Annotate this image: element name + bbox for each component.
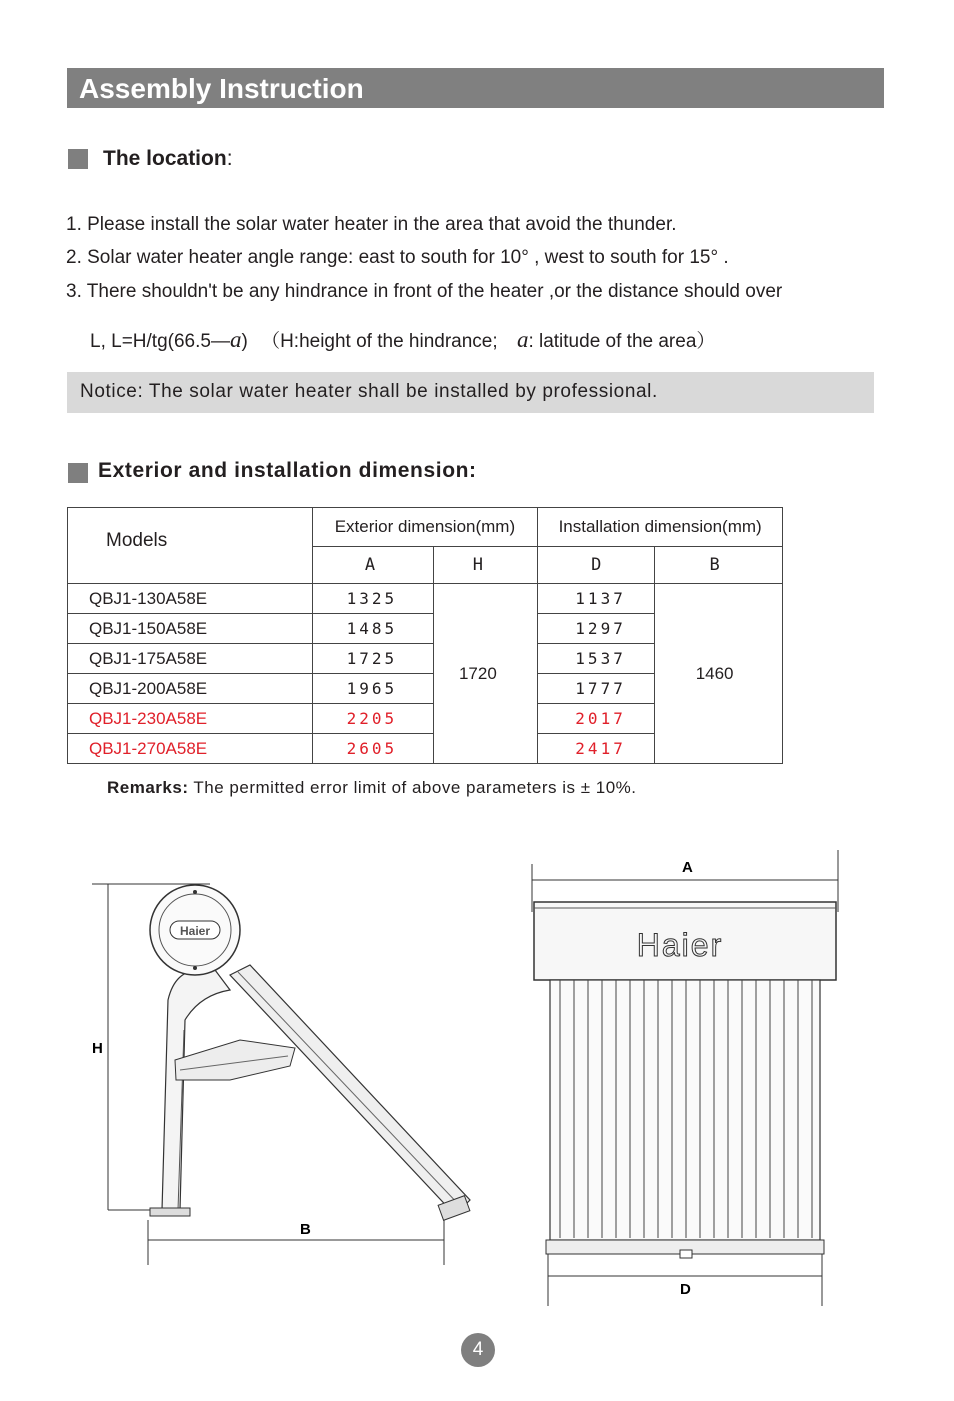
a-cell: 1325 [312,584,434,614]
remarks-label: Remarks: [107,778,189,797]
formula-note-end: : latitude of the area） [528,331,716,352]
dimension-table [67,507,783,764]
dimension-heading: Exterior and installation dimension: [98,459,477,482]
location-heading-text: The location [103,147,227,170]
d-cell: 1777 [538,674,655,704]
d-cell: 1297 [538,614,655,644]
brand-logo-small: Haier [179,924,211,938]
table-row [68,584,783,614]
formula-alpha-2: a [516,327,529,352]
label-h: H [92,1040,103,1057]
model-cell: QBJ1-175A58E [68,644,313,674]
installation-header: Installation dimension(mm) [538,508,783,547]
location-heading [103,147,233,171]
h-value-cell: 1720 [434,584,538,764]
b-value-cell: 1460 [655,584,783,764]
formula-alpha: a [229,327,242,352]
a-cell: 1485 [312,614,434,644]
notice-box [67,372,874,413]
location-heading-colon: : [226,147,233,170]
a-cell: 2205 [312,704,434,734]
d-cell: 2417 [538,734,655,764]
col-a-header: A [312,547,434,584]
col-h-header: H [434,547,538,584]
a-cell: 2605 [312,734,434,764]
model-cell: QBJ1-270A58E [68,734,313,764]
side-view-diagram [80,870,500,1280]
model-cell: QBJ1-150A58E [68,614,313,644]
remarks [107,778,637,798]
location-item-3: 3. There shouldn't be any hindrance in front of the heater ,or the distance should over [66,281,783,302]
a-cell: 1965 [312,674,434,704]
d-cell: 2017 [538,704,655,734]
label-d: D [680,1281,691,1298]
formula-note: （H:height of the hindrance; [261,331,498,352]
brand-logo-large: Haier [636,927,724,963]
exterior-header: Exterior dimension(mm) [312,508,538,547]
bullet-square [68,463,88,483]
formula-prefix: L, L=H/tg(66.5— [90,331,230,352]
front-view-diagram [520,850,850,1310]
formula-close: ) [241,331,248,352]
page-title: Assembly Instruction [79,73,364,104]
d-cell: 1137 [538,584,655,614]
notice-text: Notice: The solar water heater shall be installed by professional. [80,381,658,402]
col-d-header: D [538,547,655,584]
a-cell: 1725 [312,644,434,674]
location-item-1: 1. Please install the solar water heater in the area that avoid the thunder. [66,214,677,235]
col-b-header: B [655,547,783,584]
bullet-square [68,149,88,169]
d-cell: 1537 [538,644,655,674]
section-title-bar [67,68,884,108]
model-cell: QBJ1-130A58E [68,584,313,614]
location-formula [90,326,715,353]
label-b: B [300,1221,311,1238]
model-cell: QBJ1-200A58E [68,674,313,704]
label-a: A [682,859,693,876]
models-header: Models [68,508,313,584]
page-number: 4 [461,1333,495,1367]
location-item-2: 2. Solar water heater angle range: east to south for 10° , west to south for 15° . [66,247,729,268]
remarks-text: The permitted error limit of above parameters is ± 10%. [188,778,637,797]
model-cell: QBJ1-230A58E [68,704,313,734]
